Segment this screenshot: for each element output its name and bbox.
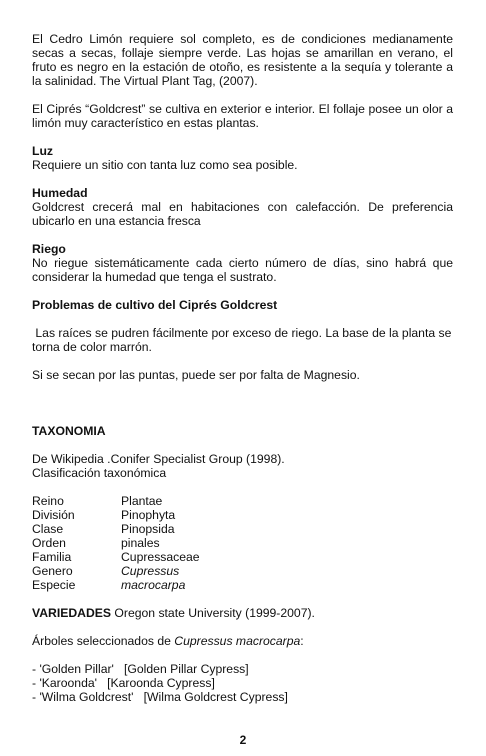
varieties-intro-suffix: : [300, 634, 304, 648]
heading-taxonomia: TAXONOMIA [32, 424, 106, 438]
heading-variedades: VARIEDADES [32, 606, 112, 620]
heading-humedad: Humedad [32, 186, 88, 200]
heading-problemas: Problemas de cultivo del Ciprés Goldcrest [32, 298, 278, 312]
taxonomy-rank: Familia [32, 550, 72, 564]
varieties-intro-prefix: Árboles seleccionados de [32, 634, 175, 648]
taxonomy-row [32, 494, 453, 508]
paragraph-cedro: El Cedro Limón requiere sol completo, es de condiciones medianamente secas a secas, follaje siempre verde. Las hojas se amarillan en verano, el fruto es negro en la estación de otoño, es resistente a la sequía y tolerante a la salinidad. The Virtual Plant Tag, (2007). [32, 32, 453, 88]
variety-item: - 'Golden Pillar' [Golden Pillar Cypress] [32, 662, 249, 676]
text-problemas-1: Las raíces se pudren fácilmente por exceso de riego. La base de la planta se torna de color marrón. [32, 326, 455, 354]
taxonomy-row [32, 536, 453, 550]
taxonomy-row [32, 522, 453, 536]
taxonomy-subtitle: Clasificación taxonómica [32, 466, 167, 480]
document-page [32, 32, 453, 704]
taxonomy-source: De Wikipedia .Conifer Specialist Group (1998). [32, 452, 285, 466]
varieties-list [32, 662, 453, 704]
taxonomy-rank: Orden [32, 536, 66, 550]
varieties-source: Oregon state University (1999-2007). [111, 606, 315, 620]
text-problemas-2: Si se secan por las puntas, puede ser por falta de Magnesio. [32, 368, 360, 382]
taxonomy-value: Pinophyta [121, 508, 176, 522]
taxonomy-value: pinales [121, 536, 160, 550]
text-humedad: Goldcrest crecerá mal en habitaciones con calefacción. De preferencia ubicarlo en una estancia fresca [32, 200, 453, 228]
variety-item: - 'Wilma Goldcrest' [Wilma Goldcrest Cypress] [32, 690, 288, 704]
taxonomy-rank: Clase [32, 522, 64, 536]
paragraph-cipres: El Ciprés “Goldcrest” se cultiva en exterior e interior. El follaje posee un olor a limón muy característico en estas plantas. [32, 102, 453, 130]
varieties-intro-species: Cupressus macrocarpa [174, 634, 301, 648]
varieties-line [32, 606, 453, 620]
taxonomy-row [32, 508, 453, 522]
taxonomy-row [32, 578, 453, 592]
taxonomy-row [32, 564, 453, 578]
varieties-intro [32, 634, 453, 648]
text-luz: Requiere un sitio con tanta luz como sea posible. [32, 158, 298, 172]
taxonomy-rank: Reino [32, 494, 64, 508]
heading-riego: Riego [32, 242, 66, 256]
taxonomy-value: Cupressus [121, 564, 180, 578]
page-number: 2 [239, 733, 247, 747]
taxonomy-value: Pinopsida [121, 522, 175, 536]
taxonomy-table [32, 494, 453, 592]
taxonomy-rank: División [32, 508, 75, 522]
taxonomy-value: macrocarpa [121, 578, 186, 592]
taxonomy-rank: Especie [32, 578, 76, 592]
variety-item: - 'Karoonda' [Karoonda Cypress] [32, 676, 215, 690]
taxonomy-rank: Genero [32, 564, 73, 578]
taxonomy-value: Plantae [121, 494, 163, 508]
taxonomy-row [32, 550, 453, 564]
heading-luz: Luz [32, 144, 53, 158]
text-riego: No riegue sistemáticamente cada cierto número de días, sino habrá que considerar la humedad que tenga el sustrato. [32, 256, 453, 284]
taxonomy-value: Cupressaceae [121, 550, 200, 564]
